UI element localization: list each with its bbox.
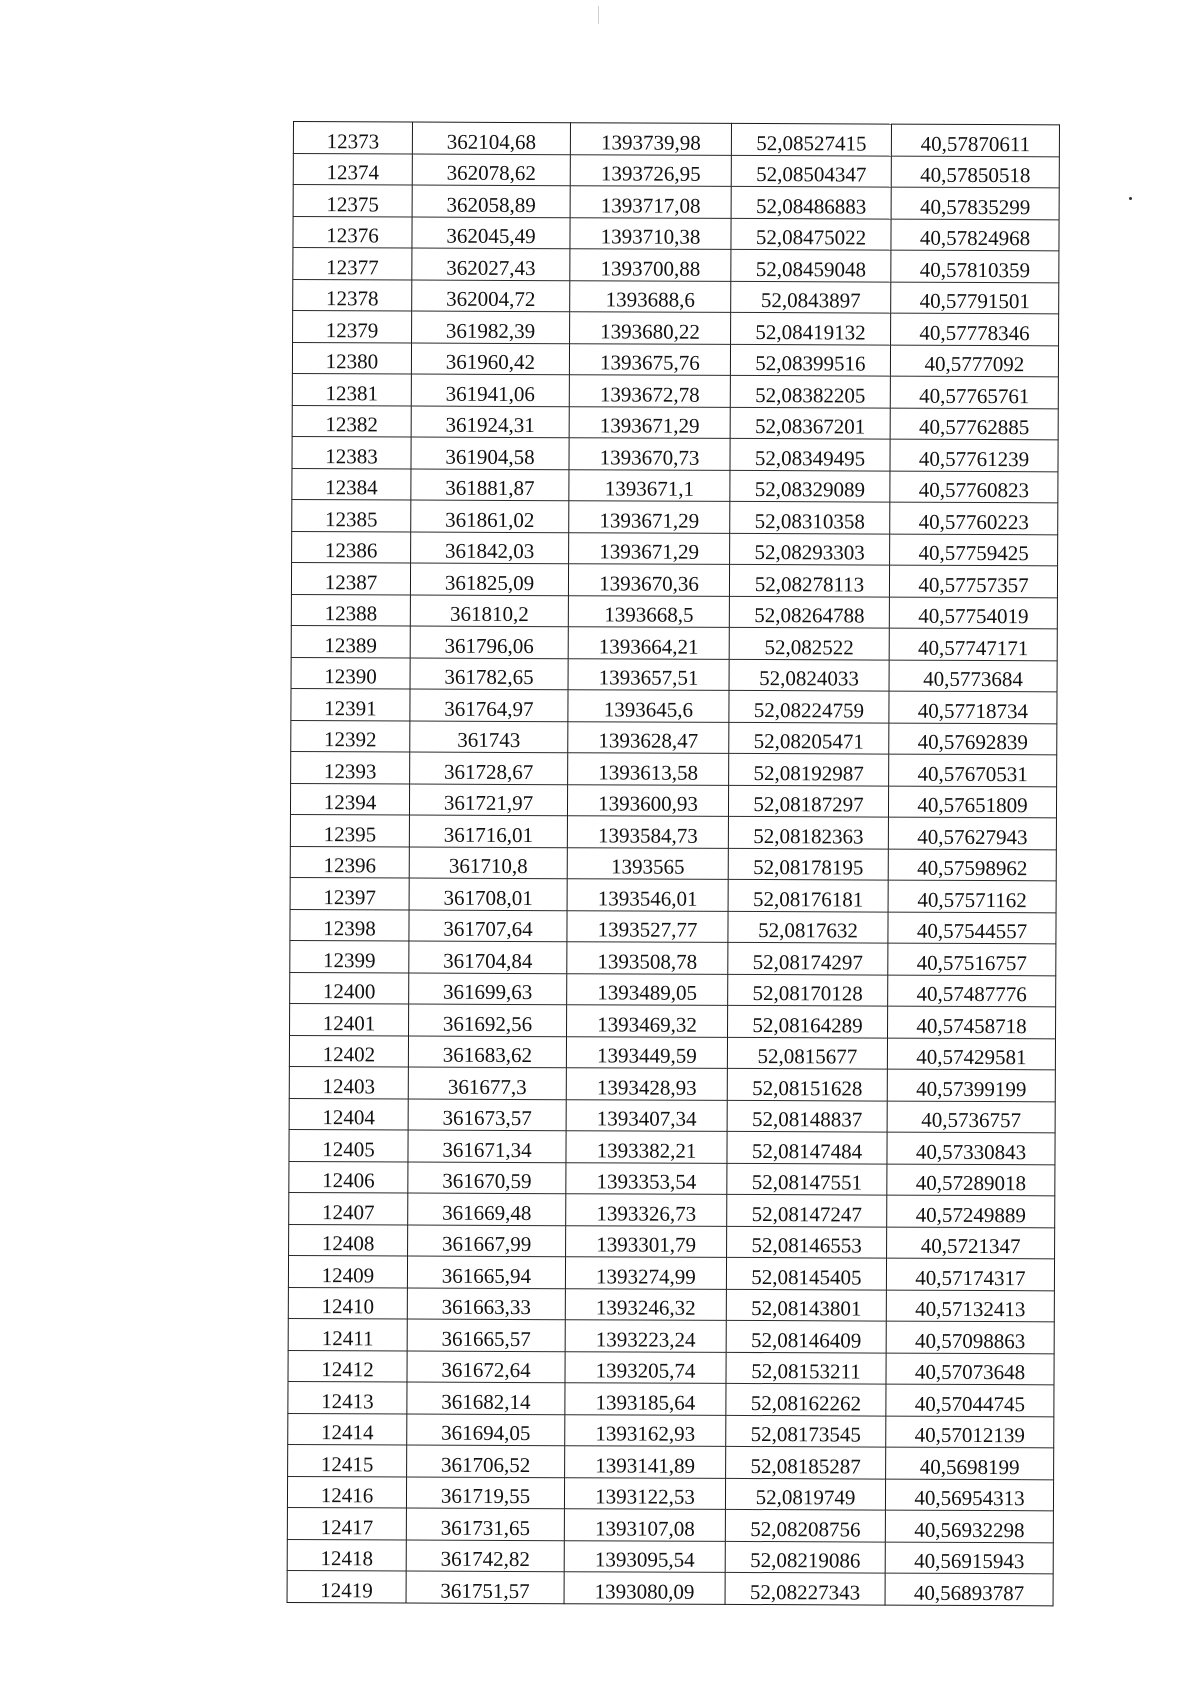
latitude-cell: 52,08399516 [730,344,890,376]
table-row [292,468,1058,503]
latitude-cell: 52,08310358 [730,501,890,533]
y-coordinate-cell: 1393664,21 [568,627,729,659]
y-coordinate-cell: 1393489,05 [567,973,728,1005]
y-coordinate-cell: 1393449,59 [566,1036,727,1068]
table-row [292,342,1058,377]
table-row [293,216,1059,251]
x-coordinate-cell: 361667,99 [408,1225,566,1257]
y-coordinate-cell: 1393671,29 [569,501,730,533]
point-number-cell: 12416 [287,1476,406,1508]
x-coordinate-cell: 361881,87 [411,469,569,501]
y-coordinate-cell: 1393613,58 [568,753,729,785]
point-number-cell: 12385 [292,499,411,531]
point-number-cell: 12404 [289,1098,408,1130]
x-coordinate-cell: 361699,63 [409,973,567,1005]
y-coordinate-cell: 1393508,78 [567,942,728,974]
latitude-cell: 52,08192987 [729,753,889,785]
latitude-cell: 52,08146553 [727,1226,887,1258]
y-coordinate-cell: 1393726,95 [570,154,731,186]
point-number-cell: 12396 [290,846,409,878]
x-coordinate-cell: 361982,39 [412,311,570,343]
coordinates-table-body [287,122,1059,1606]
latitude-cell: 52,08153211 [726,1352,886,1384]
latitude-cell: 52,08147247 [727,1194,887,1226]
point-number-cell: 12395 [290,814,409,846]
x-coordinate-cell: 362045,49 [412,217,570,249]
y-coordinate-cell: 1393680,22 [570,312,731,344]
latitude-cell: 52,08264788 [729,596,889,628]
longitude-cell: 40,57458718 [888,1006,1056,1038]
latitude-cell: 52,08147484 [727,1131,887,1163]
latitude-cell: 52,08170128 [728,974,888,1006]
y-coordinate-cell: 1393353,54 [566,1162,727,1194]
longitude-cell: 40,57571162 [888,880,1056,912]
x-coordinate-cell: 361782,65 [410,658,568,690]
table-row [290,877,1056,912]
longitude-cell: 40,57098863 [886,1321,1054,1353]
point-number-cell: 12412 [288,1350,407,1382]
table-row [289,1224,1055,1259]
longitude-cell: 40,57759425 [890,534,1058,566]
table-row [290,783,1056,818]
longitude-cell: 40,57757357 [889,565,1057,597]
point-number-cell: 12414 [288,1413,407,1445]
latitude-cell: 52,08151628 [727,1068,887,1100]
latitude-cell: 52,08174297 [728,942,888,974]
latitude-cell: 52,08504347 [731,155,891,187]
latitude-cell: 52,08459048 [731,249,891,281]
x-coordinate-cell: 361810,2 [410,595,568,627]
latitude-cell: 52,08178195 [728,848,888,880]
y-coordinate-cell: 1393671,29 [569,406,730,438]
latitude-cell: 52,08164289 [728,1005,888,1037]
latitude-cell: 52,08143801 [726,1289,886,1321]
table-row [287,1539,1053,1574]
latitude-cell: 52,08227343 [725,1572,885,1604]
y-coordinate-cell: 1393671,29 [569,532,730,564]
latitude-cell: 52,0843897 [731,281,891,313]
latitude-cell: 52,08145405 [726,1257,886,1289]
y-coordinate-cell: 1393645,6 [568,690,729,722]
point-number-cell: 12382 [292,405,411,437]
x-coordinate-cell: 361665,57 [407,1319,565,1351]
point-number-cell: 12406 [289,1161,408,1193]
table-row [293,279,1059,314]
table-row [289,1161,1055,1196]
x-coordinate-cell: 361743 [410,721,568,753]
latitude-cell: 52,08329089 [730,470,890,502]
table-row [291,751,1057,786]
x-coordinate-cell: 361721,97 [409,784,567,816]
latitude-cell: 52,08147551 [727,1163,887,1195]
y-coordinate-cell: 1393141,89 [565,1446,726,1478]
longitude-cell: 40,57249889 [887,1195,1055,1227]
latitude-cell: 52,082522 [729,627,889,659]
y-coordinate-cell: 1393185,64 [565,1383,726,1415]
x-coordinate-cell: 361677,3 [408,1067,566,1099]
table-row [291,657,1057,692]
latitude-cell: 52,08148837 [727,1100,887,1132]
point-number-cell: 12407 [289,1192,408,1224]
point-number-cell: 12398 [290,909,409,941]
y-coordinate-cell: 1393675,76 [569,343,730,375]
table-row [291,594,1057,629]
x-coordinate-cell: 361960,42 [411,343,569,375]
point-number-cell: 12393 [291,751,410,783]
longitude-cell: 40,57760223 [890,502,1058,534]
x-coordinate-cell: 361796,06 [410,626,568,658]
table-row [291,625,1057,660]
y-coordinate-cell: 1393080,09 [564,1572,725,1604]
scan-edge-mark [598,6,599,24]
latitude-cell: 52,08419132 [731,312,891,344]
y-coordinate-cell: 1393670,36 [568,564,729,596]
longitude-cell: 40,57850518 [891,156,1059,188]
table-row [288,1318,1054,1353]
table-row [290,972,1056,1007]
table-row [291,562,1057,597]
x-coordinate-cell: 361671,34 [408,1130,566,1162]
longitude-cell: 40,57012139 [886,1416,1054,1448]
latitude-cell: 52,08173545 [726,1415,886,1447]
longitude-cell: 40,57810359 [891,250,1059,282]
x-coordinate-cell: 361682,14 [407,1382,565,1414]
x-coordinate-cell: 361704,84 [409,941,567,973]
y-coordinate-cell: 1393095,54 [564,1540,725,1572]
x-coordinate-cell: 361670,59 [408,1162,566,1194]
latitude-cell: 52,08176181 [728,879,888,911]
table-row [290,909,1056,944]
x-coordinate-cell: 361692,56 [409,1004,567,1036]
y-coordinate-cell: 1393469,32 [567,1005,728,1037]
y-coordinate-cell: 1393274,99 [565,1257,726,1289]
x-coordinate-cell: 361842,03 [411,532,569,564]
latitude-cell: 52,08162262 [726,1383,886,1415]
x-coordinate-cell: 361694,05 [407,1414,565,1446]
point-number-cell: 12381 [292,373,411,405]
x-coordinate-cell: 361904,58 [411,437,569,469]
x-coordinate-cell: 361683,62 [408,1036,566,1068]
y-coordinate-cell: 1393739,98 [570,123,731,155]
longitude-cell: 40,5773684 [889,660,1057,692]
x-coordinate-cell: 362004,72 [412,280,570,312]
latitude-cell: 52,0819749 [725,1478,885,1510]
latitude-cell: 52,08293303 [730,533,890,565]
latitude-cell: 52,08182363 [728,816,888,848]
x-coordinate-cell: 361861,02 [411,500,569,532]
longitude-cell: 40,5777092 [890,345,1058,377]
longitude-cell: 40,57835299 [891,187,1059,219]
point-number-cell: 12408 [289,1224,408,1256]
point-number-cell: 12417 [287,1507,406,1539]
point-number-cell: 12383 [292,436,411,468]
y-coordinate-cell: 1393162,93 [565,1414,726,1446]
point-number-cell: 12391 [291,688,410,720]
point-number-cell: 12411 [288,1318,407,1350]
table-row [290,814,1056,849]
table-row [293,185,1059,220]
x-coordinate-cell: 361707,64 [409,910,567,942]
longitude-cell: 40,56893787 [885,1573,1053,1605]
x-coordinate-cell: 361665,94 [407,1256,565,1288]
x-coordinate-cell: 361941,06 [411,374,569,406]
x-coordinate-cell: 361672,64 [407,1351,565,1383]
point-number-cell: 12401 [290,1003,409,1035]
longitude-cell: 40,57761239 [890,439,1058,471]
latitude-cell: 52,08146409 [726,1320,886,1352]
point-number-cell: 12377 [293,248,412,280]
table-row [293,122,1059,157]
coordinates-table [287,121,1060,1606]
longitude-cell: 40,57627943 [888,817,1056,849]
y-coordinate-cell: 1393700,88 [570,249,731,281]
y-coordinate-cell: 1393122,53 [564,1477,725,1509]
point-number-cell: 12399 [290,940,409,972]
longitude-cell: 40,57791501 [891,282,1059,314]
y-coordinate-cell: 1393671,1 [569,469,730,501]
y-coordinate-cell: 1393546,01 [567,879,728,911]
table-row [291,720,1057,755]
table-row [288,1413,1054,1448]
longitude-cell: 40,57765761 [890,376,1058,408]
y-coordinate-cell: 1393301,79 [566,1225,727,1257]
longitude-cell: 40,57289018 [887,1164,1055,1196]
longitude-cell: 40,57651809 [888,786,1056,818]
latitude-cell: 52,08382205 [730,375,890,407]
x-coordinate-cell: 361669,48 [408,1193,566,1225]
x-coordinate-cell: 362104,68 [412,122,570,154]
x-coordinate-cell: 362078,62 [412,154,570,186]
y-coordinate-cell: 1393668,5 [568,595,729,627]
y-coordinate-cell: 1393710,38 [570,217,731,249]
y-coordinate-cell: 1393382,21 [566,1131,727,1163]
y-coordinate-cell: 1393672,78 [569,375,730,407]
table-row [292,373,1058,408]
point-number-cell: 12386 [292,531,411,563]
longitude-cell: 40,57487776 [888,975,1056,1007]
y-coordinate-cell: 1393107,08 [564,1509,725,1541]
longitude-cell: 40,5721347 [887,1227,1055,1259]
point-number-cell: 12400 [290,972,409,1004]
table-row [288,1381,1054,1416]
latitude-cell: 52,0817632 [728,911,888,943]
latitude-cell: 52,08224759 [729,690,889,722]
point-number-cell: 12388 [291,594,410,626]
x-coordinate-cell: 361825,09 [410,563,568,595]
table-row [292,405,1058,440]
longitude-cell: 40,57330843 [887,1132,1055,1164]
point-number-cell: 12418 [287,1539,406,1571]
y-coordinate-cell: 1393670,73 [569,438,730,470]
longitude-cell: 40,56932298 [885,1510,1053,1542]
longitude-cell: 40,57174317 [886,1258,1054,1290]
point-number-cell: 12409 [288,1255,407,1287]
point-number-cell: 12375 [293,185,412,217]
point-number-cell: 12380 [292,342,411,374]
x-coordinate-cell: 361708,01 [409,878,567,910]
table-row [290,940,1056,975]
point-number-cell: 12402 [289,1035,408,1067]
y-coordinate-cell: 1393584,73 [567,816,728,848]
point-number-cell: 12376 [293,216,412,248]
latitude-cell: 52,08475022 [731,218,891,250]
longitude-cell: 40,57747171 [889,628,1057,660]
table-row [292,531,1058,566]
point-number-cell: 12374 [293,153,412,185]
latitude-cell: 52,08185287 [726,1446,886,1478]
longitude-cell: 40,57073648 [886,1353,1054,1385]
table-row [289,1035,1055,1070]
latitude-cell: 52,08278113 [729,564,889,596]
longitude-cell: 40,57670531 [889,754,1057,786]
longitude-cell: 40,57044745 [886,1384,1054,1416]
longitude-cell: 40,57132413 [886,1290,1054,1322]
point-number-cell: 12419 [287,1570,406,1602]
longitude-cell: 40,5736757 [887,1101,1055,1133]
longitude-cell: 40,57598962 [888,849,1056,881]
table-row [293,153,1059,188]
longitude-cell: 40,57692839 [889,723,1057,755]
table-row [289,1192,1055,1227]
table-row [288,1350,1054,1385]
point-number-cell: 12387 [291,562,410,594]
x-coordinate-cell: 361924,31 [411,406,569,438]
point-number-cell: 12394 [290,783,409,815]
table-row [288,1287,1054,1322]
y-coordinate-cell: 1393600,93 [567,784,728,816]
x-coordinate-cell: 361728,67 [410,752,568,784]
longitude-cell: 40,57429581 [887,1038,1055,1070]
table-row [289,1066,1055,1101]
table-row [288,1255,1054,1290]
table-row [289,1098,1055,1133]
latitude-cell: 52,08486883 [731,186,891,218]
longitude-cell: 40,57754019 [889,597,1057,629]
longitude-cell: 40,57399199 [887,1069,1055,1101]
latitude-cell: 52,08187297 [728,785,888,817]
longitude-cell: 40,57762885 [890,408,1058,440]
x-coordinate-cell: 361751,57 [406,1571,564,1603]
longitude-cell: 40,57778346 [891,313,1059,345]
table-row [287,1507,1053,1542]
longitude-cell: 40,56915943 [885,1542,1053,1574]
table-row [287,1570,1053,1605]
point-number-cell: 12379 [293,311,412,343]
latitude-cell: 52,08349495 [730,438,890,470]
point-number-cell: 12390 [291,657,410,689]
x-coordinate-cell: 362027,43 [412,248,570,280]
point-number-cell: 12403 [289,1066,408,1098]
point-number-cell: 12415 [288,1444,407,1476]
point-number-cell: 12405 [289,1129,408,1161]
longitude-cell: 40,57760823 [890,471,1058,503]
point-number-cell: 12389 [291,625,410,657]
x-coordinate-cell: 361706,52 [407,1445,565,1477]
table-row [289,1129,1055,1164]
longitude-cell: 40,57544557 [888,912,1056,944]
point-number-cell: 12373 [293,122,412,154]
table-row [290,1003,1056,1038]
y-coordinate-cell: 1393205,74 [565,1351,726,1383]
longitude-cell: 40,57824968 [891,219,1059,251]
latitude-cell: 52,08527415 [731,123,891,155]
y-coordinate-cell: 1393326,73 [566,1194,727,1226]
latitude-cell: 52,0815677 [727,1037,887,1069]
y-coordinate-cell: 1393565 [567,847,728,879]
y-coordinate-cell: 1393628,47 [568,721,729,753]
point-number-cell: 12413 [288,1381,407,1413]
y-coordinate-cell: 1393688,6 [570,280,731,312]
longitude-cell: 40,57718734 [889,691,1057,723]
latitude-cell: 52,08367201 [730,407,890,439]
x-coordinate-cell: 361663,33 [407,1288,565,1320]
y-coordinate-cell: 1393407,34 [566,1099,727,1131]
table-row [288,1444,1054,1479]
point-number-cell: 12384 [292,468,411,500]
point-number-cell: 12392 [291,720,410,752]
y-coordinate-cell: 1393657,51 [568,658,729,690]
table-row [290,846,1056,881]
latitude-cell: 52,0824033 [729,659,889,691]
longitude-cell: 40,57870611 [891,124,1059,156]
table-row [292,436,1058,471]
x-coordinate-cell: 361719,55 [406,1477,564,1509]
y-coordinate-cell: 1393246,32 [565,1288,726,1320]
y-coordinate-cell: 1393428,93 [566,1068,727,1100]
table-row [293,248,1059,283]
latitude-cell: 52,08208756 [725,1509,885,1541]
x-coordinate-cell: 361764,97 [410,689,568,721]
latitude-cell: 52,08205471 [729,722,889,754]
latitude-cell: 52,08219086 [725,1541,885,1573]
longitude-cell: 40,5698199 [886,1447,1054,1479]
point-number-cell: 12410 [288,1287,407,1319]
point-number-cell: 12397 [290,877,409,909]
point-number-cell: 12378 [293,279,412,311]
x-coordinate-cell: 361710,8 [409,847,567,879]
x-coordinate-cell: 361673,57 [408,1099,566,1131]
table-row [291,688,1057,723]
table-row [287,1476,1053,1511]
y-coordinate-cell: 1393717,08 [570,186,731,218]
x-coordinate-cell: 362058,89 [412,185,570,217]
x-coordinate-cell: 361731,65 [406,1508,564,1540]
table-row [292,499,1058,534]
table-row [293,311,1059,346]
y-coordinate-cell: 1393223,24 [565,1320,726,1352]
y-coordinate-cell: 1393527,77 [567,910,728,942]
x-coordinate-cell: 361742,82 [406,1540,564,1572]
longitude-cell: 40,56954313 [885,1479,1053,1511]
longitude-cell: 40,57516757 [888,943,1056,975]
scan-speck [1129,197,1132,200]
x-coordinate-cell: 361716,01 [409,815,567,847]
